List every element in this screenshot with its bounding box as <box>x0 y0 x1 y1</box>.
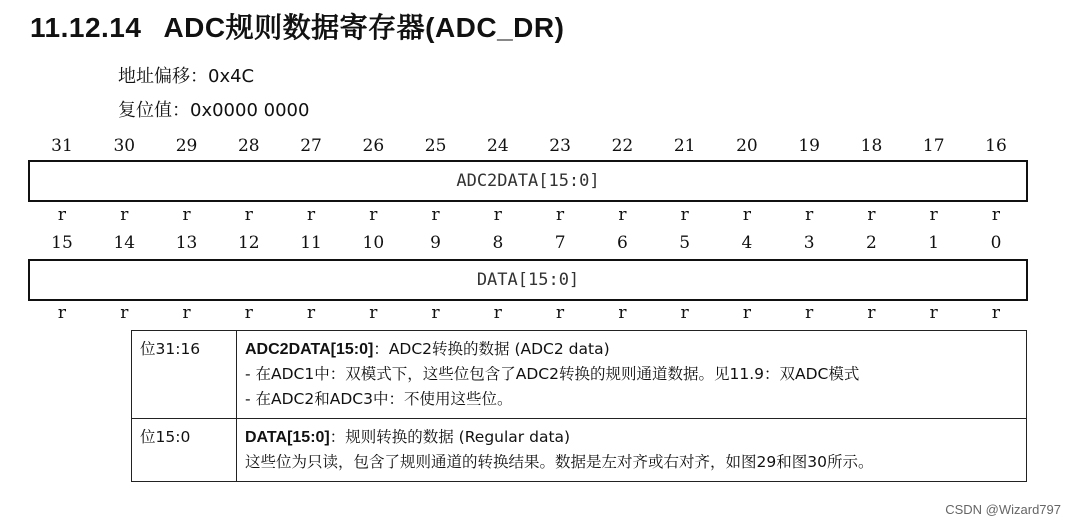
bit-number: 11 <box>300 233 322 253</box>
bit-number: 15 <box>51 233 73 253</box>
watermark: CSDN @Wizard797 <box>945 502 1061 517</box>
bit-number: 14 <box>113 233 136 253</box>
access-mode: r <box>244 303 253 323</box>
bit-number: 3 <box>803 233 815 253</box>
access-mode: r <box>244 205 253 225</box>
bit-number: 12 <box>237 233 260 253</box>
access-mode: r <box>182 205 191 225</box>
access-mode: r <box>991 205 1001 225</box>
description-cell <box>237 419 1027 482</box>
bit-number: 0 <box>990 233 1002 253</box>
field-name: ADC2DATA[15:0] <box>245 341 374 358</box>
bit-number: 22 <box>611 136 634 156</box>
bit-number: 16 <box>985 136 1007 156</box>
access-mode: r <box>493 303 502 323</box>
register-field-data: DATA[15:0] <box>28 259 1028 301</box>
table-row <box>132 331 1027 419</box>
bit-number: 2 <box>866 233 877 253</box>
access-mode: r <box>805 205 814 225</box>
bit-number: 25 <box>424 136 447 156</box>
access-mode: r <box>991 303 1001 323</box>
access-row-high <box>28 205 1030 227</box>
access-mode: r <box>306 205 316 225</box>
description-cell <box>237 331 1027 419</box>
access-mode: r <box>929 205 938 225</box>
bits-cell: 位31:16 <box>132 331 237 419</box>
section-title-block <box>30 6 564 46</box>
bit-number: 18 <box>860 136 883 156</box>
access-mode: r <box>369 205 378 225</box>
bit-number: 1 <box>928 233 940 253</box>
access-mode: r <box>57 205 67 225</box>
access-mode: r <box>120 303 129 323</box>
bit-number: 31 <box>51 136 73 156</box>
bit-number: 28 <box>237 136 260 156</box>
field-description-table <box>131 330 1027 482</box>
access-mode: r <box>369 303 378 323</box>
bit-number: 30 <box>113 136 136 156</box>
table-row <box>132 419 1027 482</box>
access-mode: r <box>742 303 751 323</box>
field-detail: 这些位为只读，包含了规则通道的转换结果。数据是左对齐或右对齐，如图29和图30所示。 <box>245 453 874 471</box>
access-mode: r <box>742 205 751 225</box>
field-detail: - 在ADC2和ADC3中：不使用这些位。 <box>245 390 513 408</box>
bit-number: 5 <box>679 233 691 253</box>
access-mode: r <box>680 303 689 323</box>
access-mode: r <box>805 303 814 323</box>
access-mode: r <box>431 205 440 225</box>
access-mode: r <box>929 303 938 323</box>
bit-number: 21 <box>673 136 696 156</box>
bit-number: 10 <box>362 233 385 253</box>
bit-number: 13 <box>175 233 198 253</box>
reset-value: 复位值：0x0000 0000 <box>118 100 310 121</box>
section-number: 11.12.14 <box>30 12 142 43</box>
bits-cell: 位15:0 <box>132 419 237 482</box>
field-summary: ：ADC2转换的数据 (ADC2 data) <box>373 340 610 358</box>
access-mode: r <box>867 303 876 323</box>
bit-numbers-high <box>28 136 1030 158</box>
access-row-low <box>28 303 1030 325</box>
bit-number: 7 <box>554 233 566 253</box>
address-offset: 地址偏移：0x4C <box>118 66 255 87</box>
bit-number: 19 <box>798 136 820 156</box>
bit-number: 23 <box>549 136 571 156</box>
access-mode: r <box>431 303 440 323</box>
access-mode: r <box>120 205 129 225</box>
access-mode: r <box>618 303 627 323</box>
access-mode: r <box>618 205 627 225</box>
bit-number: 26 <box>362 136 385 156</box>
bit-number: 6 <box>616 233 628 253</box>
field-summary: ：规则转换的数据 (Regular data) <box>329 428 571 446</box>
access-mode: r <box>680 205 689 225</box>
register-field-adc2data: ADC2DATA[15:0] <box>28 160 1028 202</box>
field-name: DATA[15:0] <box>245 429 330 446</box>
bit-number: 8 <box>492 233 504 253</box>
field-detail: - 在ADC1中：双模式下，这些位包含了ADC2转换的规则通道数据。见11.9：双ADC模式 <box>245 365 860 383</box>
bit-number: 20 <box>736 136 758 156</box>
access-mode: r <box>182 303 191 323</box>
access-mode: r <box>556 303 565 323</box>
bit-number: 4 <box>741 233 753 253</box>
section-title: ADC规则数据寄存器(ADC_DR) <box>163 12 565 43</box>
access-mode: r <box>867 205 876 225</box>
bit-number: 27 <box>300 136 322 156</box>
access-mode: r <box>493 205 502 225</box>
bit-number: 17 <box>922 136 945 156</box>
access-mode: r <box>556 205 565 225</box>
access-mode: r <box>306 303 316 323</box>
bit-numbers-low <box>28 233 1030 255</box>
bit-number: 9 <box>430 233 441 253</box>
access-mode: r <box>57 303 67 323</box>
bit-number: 24 <box>487 136 509 156</box>
bit-number: 29 <box>175 136 198 156</box>
